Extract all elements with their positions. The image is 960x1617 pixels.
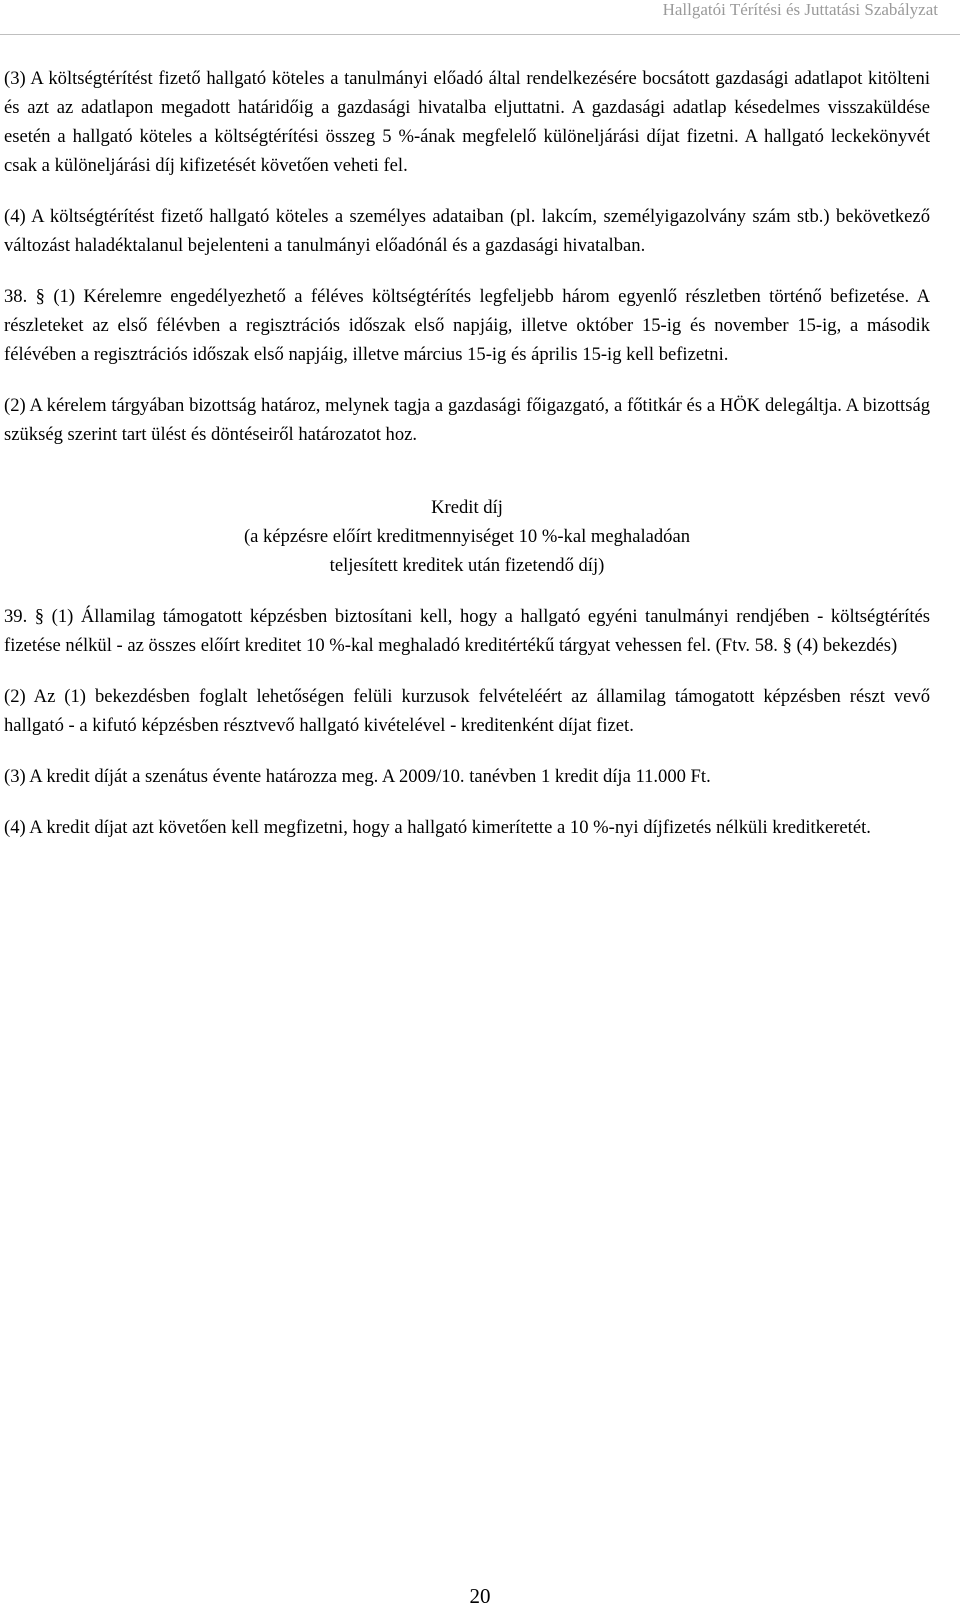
section-heading-kredit-dij: [4, 493, 930, 580]
header-divider: [0, 34, 960, 35]
heading-title: Kredit díj: [431, 497, 503, 518]
paragraph-39-1: 39. § (1) Államilag támogatott képzésben biztosítani kell, hogy a hallgató egyéni tanulmányi rendjében - költségtérítés fizetése nélkül - az összes előírt kreditet 10 %-kal meghaladó kreditértékű tárgyat vehessen fel. (Ftv. 58. § (4) bekezdés): [4, 606, 930, 656]
document-body: [4, 64, 930, 864]
paragraph-37-3: (3) A költségtérítést fizető hallgató köteles a tanulmányi előadó által rendelkezésére bocsátott gazdasági adatlapot kitölteni és azt az adatlapon megadott határidőig a gazdasági hivatalba eljuttatni. A gazdasági adatlap késedelmes visszaküldése esetén a hallgató köteles a költségtérítési összeg 5 %-ának megfelelő különeljárási díjat fizetni. A hallgató leckekönyvét csak a különeljárási díj kifizetését követően veheti fel.: [4, 68, 930, 176]
heading-subtitle-line1: (a képzésre előírt kreditmennyiséget 10 %-kal meghaladóan: [243, 526, 691, 547]
paragraph-39-2: (2) Az (1) bekezdésben foglalt lehetőségen felüli kurzusok felvételéért az államilag támogatott képzésben részt vevő hallgató - a kifutó képzésben résztvevő hallgató kivételével - kreditenként díjat fizet.: [4, 686, 930, 736]
page-number: 20: [469, 1584, 491, 1608]
paragraph-39-4: (4) A kredit díjat azt követően kell megfizetni, hogy a hallgató kimerítette a 10 %-nyi díjfizetés nélküli kreditkeretét.: [4, 817, 871, 838]
paragraph-38-2: (2) A kérelem tárgyában bizottság határoz, melynek tagja a gazdasági főigazgató, a főtitkár és a HÖK delegáltja. A bizottság szükség szerint tart ülést és döntéseiről határozatot hoz.: [4, 395, 930, 445]
paragraph-39-3: (3) A kredit díját a szenátus évente határozza meg. A 2009/10. tanévben 1 kredit díja 11.000 Ft.: [4, 766, 711, 787]
paragraph-38-1: 38. § (1) Kérelemre engedélyezhető a féléves költségtérítés legfeljebb három egyenlő részletben történő befizetése. A részleteket az első félévben a regisztrációs időszak első napjáig, illetve október 15-ig és november 15-ig, a második félévében a regisztrációs időszak első napjáig, illetve március 15-ig és április 15-ig kell befizetni.: [4, 286, 930, 365]
paragraph-37-4: (4) A költségtérítést fizető hallgató köteles a személyes adataiban (pl. lakcím, személyigazolvány szám stb.) bekövetkező változást haladéktalanul bejelenteni a tanulmányi előadónál és a gazdasági hivatalban.: [4, 206, 930, 256]
page-header-title: Hallgatói Térítési és Juttatási Szabályzat: [662, 0, 938, 19]
heading-subtitle-line2: teljesített kreditek után fizetendő díj): [329, 555, 605, 576]
